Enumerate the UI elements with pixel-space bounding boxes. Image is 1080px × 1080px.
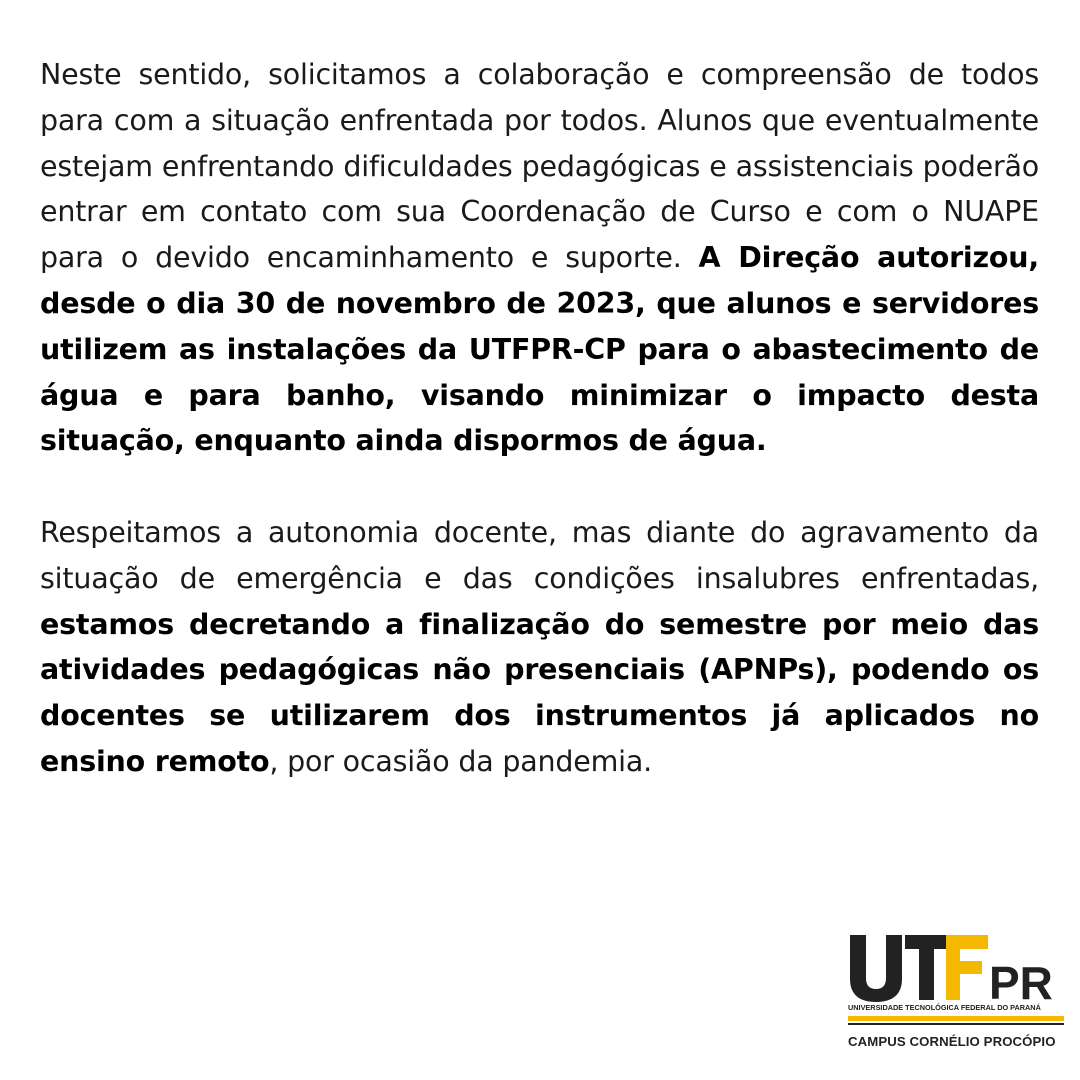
paragraph-2-bold: estamos decretando a finalização do semestre por meio das atividades pedagógicas não presenciais (APNPs), podendo os docentes se utilizarem dos instrumentos já aplicados no ensino remoto (40, 607, 1039, 778)
paragraph-2 (40, 510, 1039, 785)
logo-black-rule (848, 1023, 1064, 1025)
paragraph-1 (40, 52, 1039, 464)
logo-campus-name: CAMPUS CORNÉLIO PROCÓPIO (848, 1034, 1056, 1049)
logo-letter-u (850, 935, 902, 1002)
paragraph-1-bold: A Direção autorizou, desde o dia 30 de novembro de 2023, que alunos e servidores utilizem as instalações da UTFPR-CP para o abastecimento de água e para banho, visando minimizar o impacto desta situação, enquanto ainda dispormos de água. (40, 241, 1039, 458)
utfpr-logo-mark (848, 932, 1066, 1002)
utfpr-logo (848, 932, 1066, 1057)
logo-letter-t-dark (905, 935, 948, 1000)
paragraph-1-text: Neste sentido, solicitamos a colaboração e compreensão de todos para com a situação enfrentada por todos. Alunos que eventualmente estejam enfrentando dificuldades pedagógicas e assistenciais poderão entrar em contato com sua Coordenação de Curso e com o NUAPE para o devido encaminhamento e suporte. (40, 58, 1039, 275)
paragraph-2-text-start: Respeitamos a autonomia docente, mas diante do agravamento da situação de emergência e das condições insalubres enfrentadas, (40, 515, 1039, 595)
paragraph-2-text-end: , por ocasião da pandemia. (269, 744, 653, 778)
logo-letters-pr: PR (989, 957, 1053, 1002)
logo-yellow-rule (848, 1016, 1064, 1021)
logo-university-name: UNIVERSIDADE TECNOLÓGICA FEDERAL DO PARANÁ (848, 1003, 1041, 1012)
document-body (40, 52, 1039, 785)
